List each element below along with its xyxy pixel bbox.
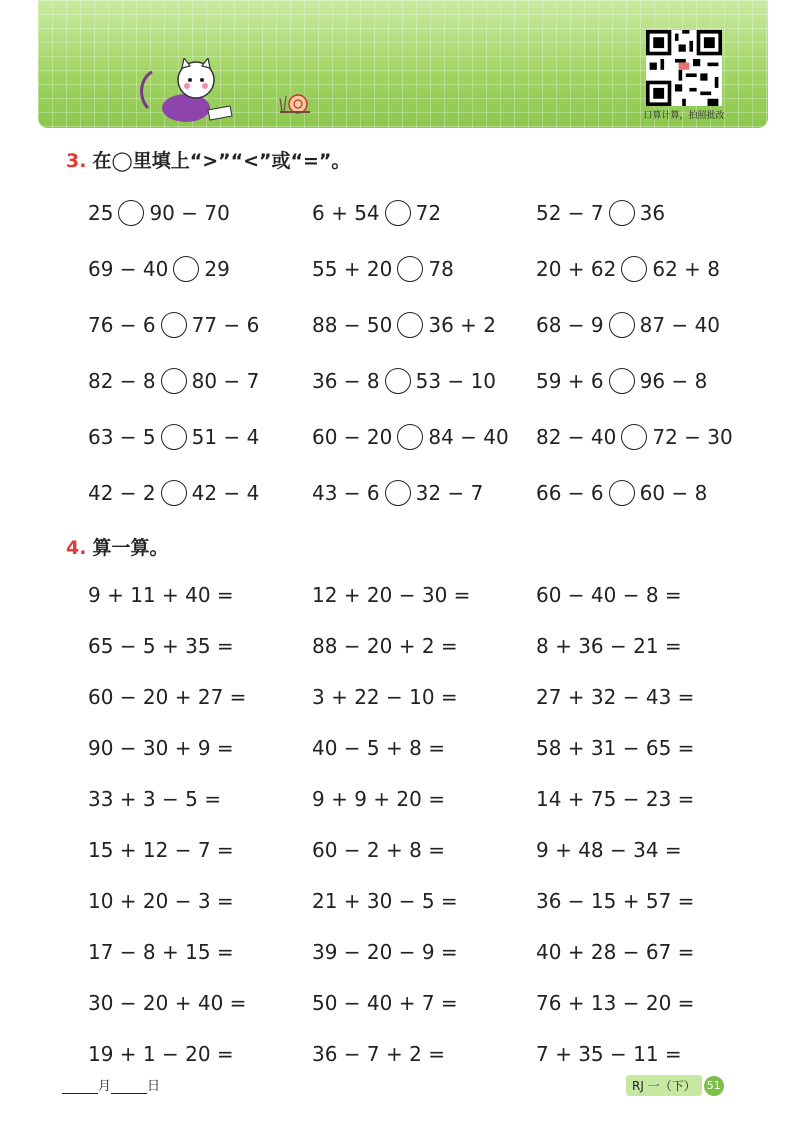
- calculation-item[interactable]: 8 + 36 − 21 =: [536, 634, 682, 658]
- comparison-grid: [88, 198, 748, 534]
- calculation-item[interactable]: 36 − 7 + 2 =: [312, 1042, 445, 1066]
- right-expression: 51 − 4: [191, 425, 260, 449]
- left-expression: 82 − 8: [88, 369, 156, 393]
- calculation-row: [88, 733, 748, 784]
- right-expression: 72: [415, 201, 442, 225]
- calculation-item[interactable]: 88 − 20 + 2 =: [312, 634, 458, 658]
- calculation-item[interactable]: 9 + 11 + 40 =: [88, 583, 234, 607]
- left-expression: 43 − 6: [312, 481, 380, 505]
- comparison-row: [88, 254, 748, 310]
- calculation-row: [88, 682, 748, 733]
- right-expression: 90 − 70: [149, 201, 230, 225]
- answer-circle[interactable]: [397, 424, 423, 450]
- calculation-item[interactable]: 40 + 28 − 67 =: [536, 940, 695, 964]
- right-expression: 96 − 8: [639, 369, 708, 393]
- calculation-item[interactable]: 50 − 40 + 7 =: [312, 991, 458, 1015]
- calculation-item[interactable]: 3 + 22 − 10 =: [312, 685, 458, 709]
- calculation-item[interactable]: 58 + 31 − 65 =: [536, 736, 695, 760]
- calculation-item[interactable]: 14 + 75 − 23 =: [536, 787, 695, 811]
- calculation-item[interactable]: 10 + 20 − 3 =: [88, 889, 234, 913]
- right-expression: 32 − 7: [415, 481, 484, 505]
- month-blank[interactable]: [62, 1079, 98, 1094]
- section-3-heading: [66, 146, 350, 173]
- header-banner: [38, 0, 768, 128]
- left-expression: 68 − 9: [536, 313, 604, 337]
- right-expression: 36 + 2: [428, 313, 497, 337]
- answer-circle[interactable]: [118, 200, 144, 226]
- snail-icon: [276, 90, 312, 116]
- comparison-item: [312, 254, 454, 284]
- comparison-item: [88, 422, 259, 452]
- answer-circle[interactable]: [609, 480, 635, 506]
- answer-circle[interactable]: [385, 200, 411, 226]
- comparison-row: [88, 198, 748, 254]
- comparison-item: [312, 478, 483, 508]
- answer-circle[interactable]: [621, 256, 647, 282]
- comparison-item: [88, 366, 259, 396]
- comparison-row: [88, 366, 748, 422]
- right-expression: 78: [428, 257, 454, 281]
- comparison-item: [312, 366, 496, 396]
- qr-code-block: [643, 30, 725, 121]
- calculation-item[interactable]: 17 − 8 + 15 =: [88, 940, 234, 964]
- calculation-item[interactable]: 15 + 12 − 7 =: [88, 838, 234, 862]
- comparison-item: [536, 478, 707, 508]
- section-3-instruction: 在◯里填上“>”“<”或“=”。: [92, 150, 351, 172]
- left-expression: 59 + 6: [536, 369, 604, 393]
- left-expression: 66 − 6: [536, 481, 604, 505]
- right-expression: 62 + 8: [652, 257, 721, 281]
- left-expression: 63 − 5: [88, 425, 156, 449]
- section-4-heading: [66, 533, 168, 560]
- answer-circle[interactable]: [621, 424, 647, 450]
- answer-circle[interactable]: [609, 200, 635, 226]
- comparison-item: [536, 310, 720, 340]
- comparison-item: [88, 198, 230, 228]
- calculation-item[interactable]: 76 + 13 − 20 =: [536, 991, 695, 1015]
- calculation-item[interactable]: 12 + 20 − 30 =: [312, 583, 471, 607]
- comparison-item: [312, 422, 509, 452]
- answer-circle[interactable]: [161, 368, 187, 394]
- calculation-row: [88, 886, 748, 937]
- right-expression: 72 − 30: [652, 425, 733, 449]
- calculation-item[interactable]: 7 + 35 − 11 =: [536, 1042, 682, 1066]
- left-expression: 76 − 6: [88, 313, 156, 337]
- calculation-item[interactable]: 27 + 32 − 43 =: [536, 685, 695, 709]
- right-expression: 80 − 7: [191, 369, 260, 393]
- right-expression: 36: [639, 201, 666, 225]
- answer-circle[interactable]: [161, 424, 187, 450]
- right-expression: 29: [204, 257, 230, 281]
- calculation-item[interactable]: 33 + 3 − 5 =: [88, 787, 221, 811]
- month-label: 月: [98, 1079, 112, 1094]
- day-label: 日: [147, 1079, 161, 1094]
- answer-circle[interactable]: [385, 480, 411, 506]
- comparison-item: [312, 198, 441, 228]
- answer-circle[interactable]: [385, 368, 411, 394]
- right-expression: 87 − 40: [639, 313, 721, 337]
- calculation-item[interactable]: 30 − 20 + 40 =: [88, 991, 247, 1015]
- left-expression: 88 − 50: [312, 313, 393, 337]
- right-expression: 84 − 40: [428, 425, 509, 449]
- comparison-item: [536, 366, 707, 396]
- day-blank[interactable]: [111, 1079, 147, 1094]
- calculation-item[interactable]: 60 − 20 + 27 =: [88, 685, 247, 709]
- calculation-row: [88, 631, 748, 682]
- page-number: 51: [704, 1076, 724, 1096]
- date-field: [62, 1075, 160, 1094]
- left-expression: 55 + 20: [312, 257, 393, 281]
- calculation-item[interactable]: 9 + 9 + 20 =: [312, 787, 445, 811]
- right-expression: 60 − 8: [639, 481, 708, 505]
- left-expression: 25: [88, 201, 114, 225]
- left-expression: 52 − 7: [536, 201, 604, 225]
- right-expression: 77 − 6: [191, 313, 260, 337]
- comparison-item: [88, 310, 259, 340]
- section-4-instruction: 算一算。: [92, 537, 169, 559]
- answer-circle[interactable]: [609, 312, 635, 338]
- comparison-item: [536, 254, 720, 284]
- answer-circle[interactable]: [609, 368, 635, 394]
- calculation-row: [88, 784, 748, 835]
- calculation-item[interactable]: 19 + 1 − 20 =: [88, 1042, 234, 1066]
- book-tag: [626, 1075, 724, 1096]
- section-3-number: 3.: [66, 150, 87, 172]
- answer-circle[interactable]: [397, 312, 423, 338]
- left-expression: 36 − 8: [312, 369, 380, 393]
- left-expression: 69 − 40: [88, 257, 169, 281]
- right-expression: 53 − 10: [415, 369, 497, 393]
- calculation-item[interactable]: 65 − 5 + 35 =: [88, 634, 234, 658]
- left-expression: 20 + 62: [536, 257, 617, 281]
- comparison-row: [88, 310, 748, 366]
- calculation-row: [88, 937, 748, 988]
- answer-circle[interactable]: [173, 256, 199, 282]
- cat-illustration-icon: [138, 58, 238, 126]
- comparison-item: [88, 478, 259, 508]
- calculation-item[interactable]: 36 − 15 + 57 =: [536, 889, 695, 913]
- comparison-item: [88, 254, 230, 284]
- calculation-item[interactable]: 90 − 30 + 9 =: [88, 736, 234, 760]
- section-4-number: 4.: [66, 537, 87, 559]
- calculation-item[interactable]: 60 − 40 − 8 =: [536, 583, 682, 607]
- answer-circle[interactable]: [397, 256, 423, 282]
- left-expression: 42 − 2: [88, 481, 156, 505]
- calculation-row: [88, 835, 748, 886]
- qr-code-icon[interactable]: [646, 30, 722, 106]
- calculation-row: [88, 988, 748, 1039]
- calculation-item[interactable]: 9 + 48 − 34 =: [536, 838, 682, 862]
- left-expression: 60 − 20: [312, 425, 393, 449]
- comparison-item: [536, 422, 733, 452]
- comparison-row: [88, 422, 748, 478]
- qr-caption: 口算计算，拍照批改: [643, 111, 725, 121]
- right-expression: 42 − 4: [191, 481, 260, 505]
- calculation-item[interactable]: 60 − 2 + 8 =: [312, 838, 445, 862]
- calculation-item[interactable]: 21 + 30 − 5 =: [312, 889, 458, 913]
- comparison-item: [312, 310, 496, 340]
- left-expression: 82 − 40: [536, 425, 617, 449]
- answer-circle[interactable]: [161, 480, 187, 506]
- calculation-item[interactable]: 40 − 5 + 8 =: [312, 736, 445, 760]
- comparison-item: [536, 198, 665, 228]
- left-expression: 6 + 54: [312, 201, 380, 225]
- calculation-row: [88, 580, 748, 631]
- calculation-grid: [88, 580, 748, 1090]
- calculation-item[interactable]: 39 − 20 − 9 =: [312, 940, 458, 964]
- book-tag-label: RJ 一（下）: [626, 1075, 702, 1096]
- comparison-row: [88, 478, 748, 534]
- answer-circle[interactable]: [161, 312, 187, 338]
